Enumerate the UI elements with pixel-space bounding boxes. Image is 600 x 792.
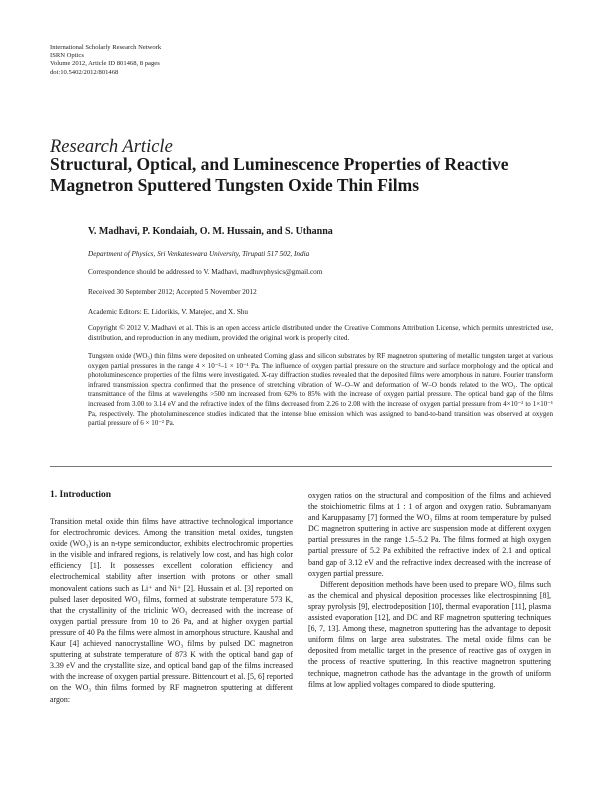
right-column bbox=[308, 490, 551, 690]
affiliation: Department of Physics, Sri Venkateswara University, Tirupati 517 502, India bbox=[88, 250, 310, 258]
article-type: Research Article bbox=[50, 137, 173, 157]
publication-name: ISRN Optics bbox=[50, 52, 84, 60]
body-paragraph: Different deposition methods have been used to prepare WO₃ films such as the chemical and physical deposition processes like electrospinning [8], spray pyrolysis [9], electrodeposition [10], thermal evaporation [11], plasma assisted evaporation [12], and DC and RF magnetron sputtering techniques [6, 7, 13]. Among these, magnetron sputtering has the advantage to deposit uniform films on large area substrates. The metal oxide films can be deposited from metallic target in the presence of reactive gas of oxygen in the process of reactive sputtering. In this reactive magnetron sputtering technique, magnetron cathode has the advantage in the growth of uniform films at low applied voltages compared to diode sputtering. bbox=[308, 579, 551, 689]
author-list: V. Madhavi, P. Kondaiah, O. M. Hussain, and S. Uthanna bbox=[88, 226, 333, 237]
abstract: Tungsten oxide (WO₃) thin films were deposited on unheated Corning glass and silicon substrates by RF magnetron sputtering of metallic tungsten target at various oxygen partial pressures in the range 4 × 10⁻²–1 × 10⁻¹ Pa. The influence of oxygen partial pressure on the structure and surface morphology and the optical and photoluminescence properties of the films were investigated. X-ray diffraction studies revealed that the deposited films were amorphous in nature. Fourier transform infrared transmission spectra confirmed that the presence of stretching vibration of W–O–W and deformation of W–O bonds related to the WO₃. The optical transmittance of the films at wavelengths >500 nm increased from 62% to 85% with the increase of oxygen partial pressure. The optical band gap of the films increased from 3.00 to 3.14 eV and the refractive index of the films decreased from 2.26 to 2.08 with the increase of oxygen partial pressure from 4×10⁻² to 1×10⁻¹ Pa, respectively. The photoluminescence studies indicated that the intense blue emission which was assigned to band-to-band transition was observed at oxygen partial pressure of 6 × 10⁻² Pa. bbox=[88, 352, 553, 428]
volume-info: Volume 2012, Article ID 801468, 8 pages bbox=[50, 60, 160, 68]
journal-name: International Scholarly Research Network bbox=[50, 44, 162, 51]
doi: doi:10.5402/2012/801468 bbox=[50, 68, 119, 76]
section-heading: 1. Introduction bbox=[50, 490, 112, 500]
copyright-notice: Copyright © 2012 V. Madhavi et al. This is an open access article distributed under the Creative Commons Attribution License, which permits unrestricted use, distribution, and reproduction in any medium, provided the original work is properly cited. bbox=[88, 324, 553, 342]
left-column bbox=[50, 516, 293, 705]
paper-title: Structural, Optical, and Luminescence Properties of Reactive Magnetron Sputtered Tungsten Oxide Thin Films bbox=[50, 154, 509, 195]
academic-editors: Academic Editors: E. Lidorikis, V. Matejec, and X. Shu bbox=[88, 308, 249, 316]
section-divider bbox=[50, 466, 552, 467]
received-accepted-dates: Received 30 September 2012; Accepted 5 November 2012 bbox=[88, 288, 257, 296]
body-paragraph: oxygen ratios on the structural and composition of the films and achieved the stoichiometric films at 1 : 1 of argon and oxygen ratio. Subramanyam and Karuppasamy [7] formed the WO₃ films at room temperature by pulsed DC magnetron sputtering in active arc suspension mode at different oxygen partial pressures in the range 1.5–5.2 Pa. The films formed at high oxygen partial pressure of 5.2 Pa exhibited the refractive index of 2.1 and optical band gap of 3.12 eV and the refractive index decreased with the increase of oxygen partial pressure. bbox=[308, 491, 551, 578]
body-paragraph: Transition metal oxide thin films have attractive technological importance for electrochromic devices. Among the transition metal oxides, tungsten oxide (WO₃) is an n-type semiconductor, exhibits electrochromic properties in the visible and infrared regions, is relatively low cost, and has high color efficiency [1]. It possesses excellent coloration efficiency and electrochemical stability after insertion with protons or other small monovalent cations such as Li⁺ and Ni⁺ [2]. Hussain et al. [3] reported on pulsed laser deposited WO₃ films, formed at substrate temperature 573 K, that the crystallinity of the triclinic WO₃ decreased with the increase of oxygen partial pressure from 10 to 26 Pa, and at higher oxygen partial pressure of 40 Pa the films were almost in amorphous structure. Kaushal and Kaur [4] achieved nanocrystalline WO₃ films by pulsed DC magnetron sputtering at substrate temperature of 873 K with the optical band gap of 3.39 eV and the crystallite size, and optical band gap of the films increased with the increase of oxygen partial pressure. Bittencourt et al. [5, 6] reported on the WO₃ thin films formed by RF magnetron sputtering at different argon: bbox=[50, 517, 293, 704]
correspondence: Correspondence should be addressed to V. Madhavi, madhuvphysics@gmail.com bbox=[88, 268, 323, 276]
journal-metadata bbox=[50, 44, 161, 77]
